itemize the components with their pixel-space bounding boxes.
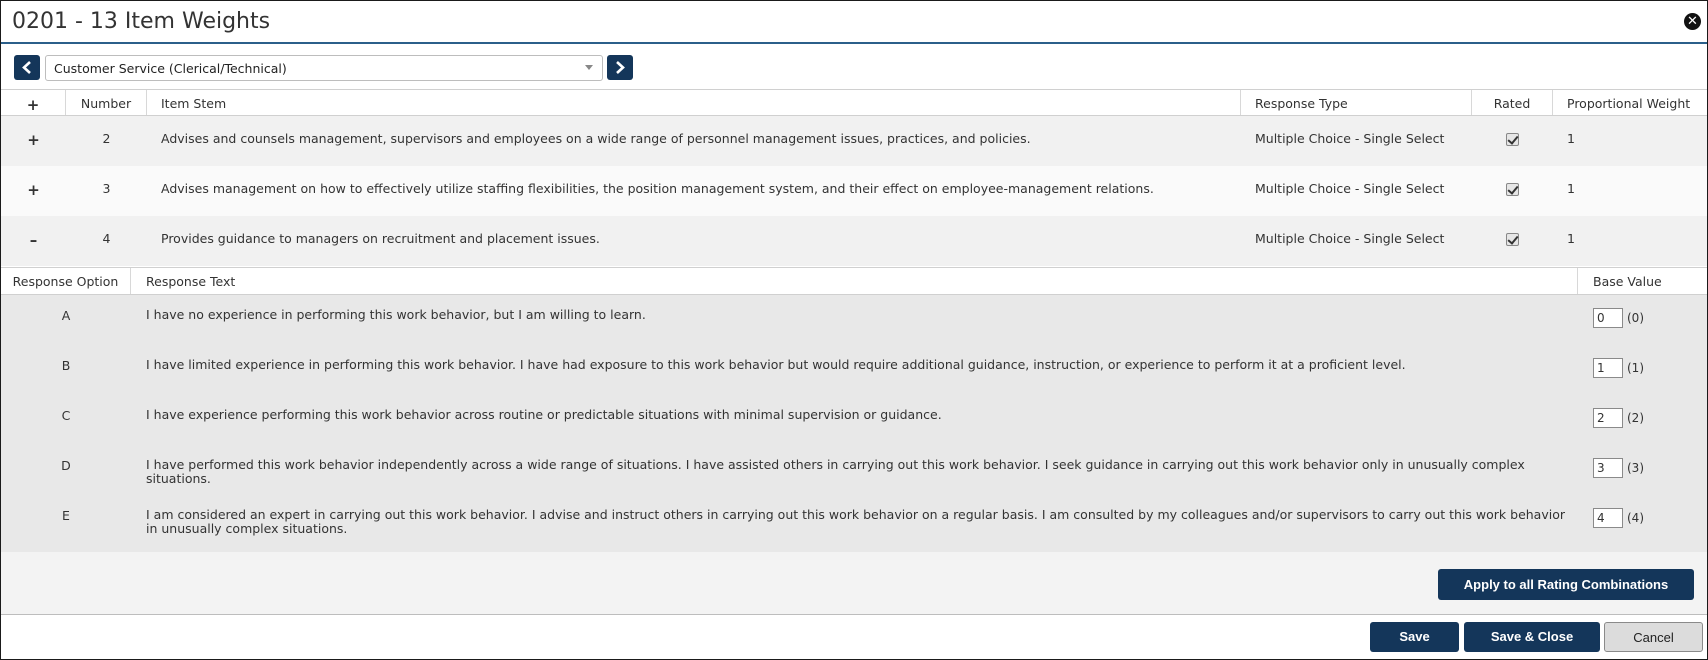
response-type: Multiple Choice - Single Select	[1255, 231, 1445, 246]
table-row	[1, 116, 1707, 166]
rated-checkbox[interactable]	[1472, 216, 1553, 266]
response-option: C	[61, 408, 71, 423]
response-option: E	[62, 508, 70, 523]
header-base-value: Base Value	[1593, 274, 1662, 289]
base-value-label: (0)	[1627, 311, 1644, 325]
response-option: A	[61, 308, 71, 323]
competency-toolbar	[1, 46, 1707, 89]
checkmark-icon	[1506, 233, 1519, 246]
response-text: I am considered an expert in carrying out this work behavior. I advise and instruct others in carrying out this work behavior on a regular basis. I am consulted by my colleagues and/or supervisors to carry out this work behavior in unusually complex situations.	[146, 507, 1566, 536]
list-item	[1, 345, 1707, 395]
competency-select[interactable]	[45, 55, 603, 81]
previous-button[interactable]	[14, 55, 40, 80]
header-number[interactable]: Number	[66, 90, 147, 115]
competency-select-value: Customer Service (Clerical/Technical)	[54, 61, 287, 76]
base-value-input[interactable]: 1	[1593, 358, 1623, 378]
rated-checkbox[interactable]	[1472, 166, 1553, 216]
base-value-input[interactable]: 0	[1593, 308, 1623, 328]
item-number: 3	[102, 181, 111, 196]
list-item	[1, 295, 1707, 345]
save-and-close-button[interactable]: Save & Close	[1464, 622, 1600, 652]
list-item	[1, 445, 1707, 495]
save-button[interactable]: Save	[1370, 622, 1459, 652]
item-stem: Advises and counsels management, supervisors and employees on a wide range of personnel management issues, practices, and policies.	[161, 131, 1031, 146]
item-number: 2	[102, 131, 111, 146]
header-proportional-weight[interactable]: Proportional Weight	[1567, 96, 1691, 111]
response-options-table	[1, 267, 1707, 552]
item-number: 4	[102, 231, 111, 246]
base-value-label: (2)	[1627, 411, 1644, 425]
header-response-type[interactable]: Response Type	[1241, 90, 1472, 115]
cancel-button[interactable]: Cancel	[1604, 622, 1703, 652]
caret-down-icon	[585, 65, 593, 70]
next-button[interactable]	[607, 55, 633, 80]
base-value-label: (4)	[1627, 511, 1644, 525]
close-icon[interactable]: ✕	[1684, 13, 1701, 30]
header-rated[interactable]: Rated	[1472, 90, 1553, 115]
checkmark-icon	[1506, 183, 1519, 196]
proportional-weight: 1	[1567, 181, 1575, 196]
base-value-cell	[1578, 295, 1707, 345]
apply-panel	[1, 552, 1707, 615]
response-text: I have performed this work behavior independently across a wide range of situations. I have assisted others in carrying out this work behavior. I seek guidance in carrying out this work behavior only in unusually complex situations.	[146, 457, 1525, 486]
response-text: I have experience performing this work behavior across routine or predictable situations with minimal supervision or guidance.	[146, 407, 942, 422]
base-value-cell	[1578, 395, 1707, 445]
proportional-weight: 1	[1567, 231, 1575, 246]
base-value-cell	[1578, 445, 1707, 495]
base-value-label: (1)	[1627, 361, 1644, 375]
response-type: Multiple Choice - Single Select	[1255, 131, 1445, 146]
header-response-option: Response Option	[1, 268, 131, 294]
checkmark-icon	[1506, 133, 1519, 146]
base-value-input[interactable]: 3	[1593, 458, 1623, 478]
header-item-stem[interactable]: Item Stem	[147, 90, 1241, 115]
row-expand-button[interactable]: +	[27, 181, 40, 199]
list-item	[1, 395, 1707, 445]
response-option: D	[61, 458, 71, 473]
proportional-weight: 1	[1567, 131, 1575, 146]
row-expand-button[interactable]: +	[27, 131, 40, 149]
chevron-left-icon	[21, 61, 33, 74]
response-type: Multiple Choice - Single Select	[1255, 181, 1445, 196]
response-text: I have no experience in performing this work behavior, but I am willing to learn.	[146, 307, 646, 322]
table-row	[1, 166, 1707, 216]
apply-to-all-button[interactable]: Apply to all Rating Combinations	[1438, 569, 1694, 600]
base-value-cell	[1578, 345, 1707, 395]
header-response-text: Response Text	[131, 268, 1578, 294]
response-text: I have limited experience in performing this work behavior. I have had exposure to this work behavior but would require additional guidance, instruction, or experience to perform it at a proficient level.	[146, 357, 1406, 372]
item-stem: Provides guidance to managers on recruitment and placement issues.	[161, 231, 600, 246]
dialog-footer	[1, 616, 1707, 659]
chevron-right-icon	[614, 61, 626, 74]
base-value-input[interactable]: 2	[1593, 408, 1623, 428]
list-item	[1, 495, 1707, 545]
base-value-label: (3)	[1627, 461, 1644, 475]
item-stem: Advises management on how to effectively utilize staffing flexibilities, the position management system, and their effect on employee-management relations.	[161, 181, 1154, 196]
response-table-header	[1, 267, 1707, 295]
dialog-title: 0201 - 13 Item Weights	[12, 9, 271, 34]
table-row	[1, 216, 1707, 266]
expand-all-button[interactable]: +	[1, 90, 66, 115]
base-value-input[interactable]: 4	[1593, 508, 1623, 528]
base-value-cell	[1578, 495, 1707, 545]
rated-checkbox[interactable]	[1472, 116, 1553, 166]
response-option: B	[61, 358, 71, 373]
row-collapse-button[interactable]: –	[29, 231, 38, 249]
dialog-header	[1, 1, 1707, 44]
item-table-header	[1, 89, 1707, 116]
